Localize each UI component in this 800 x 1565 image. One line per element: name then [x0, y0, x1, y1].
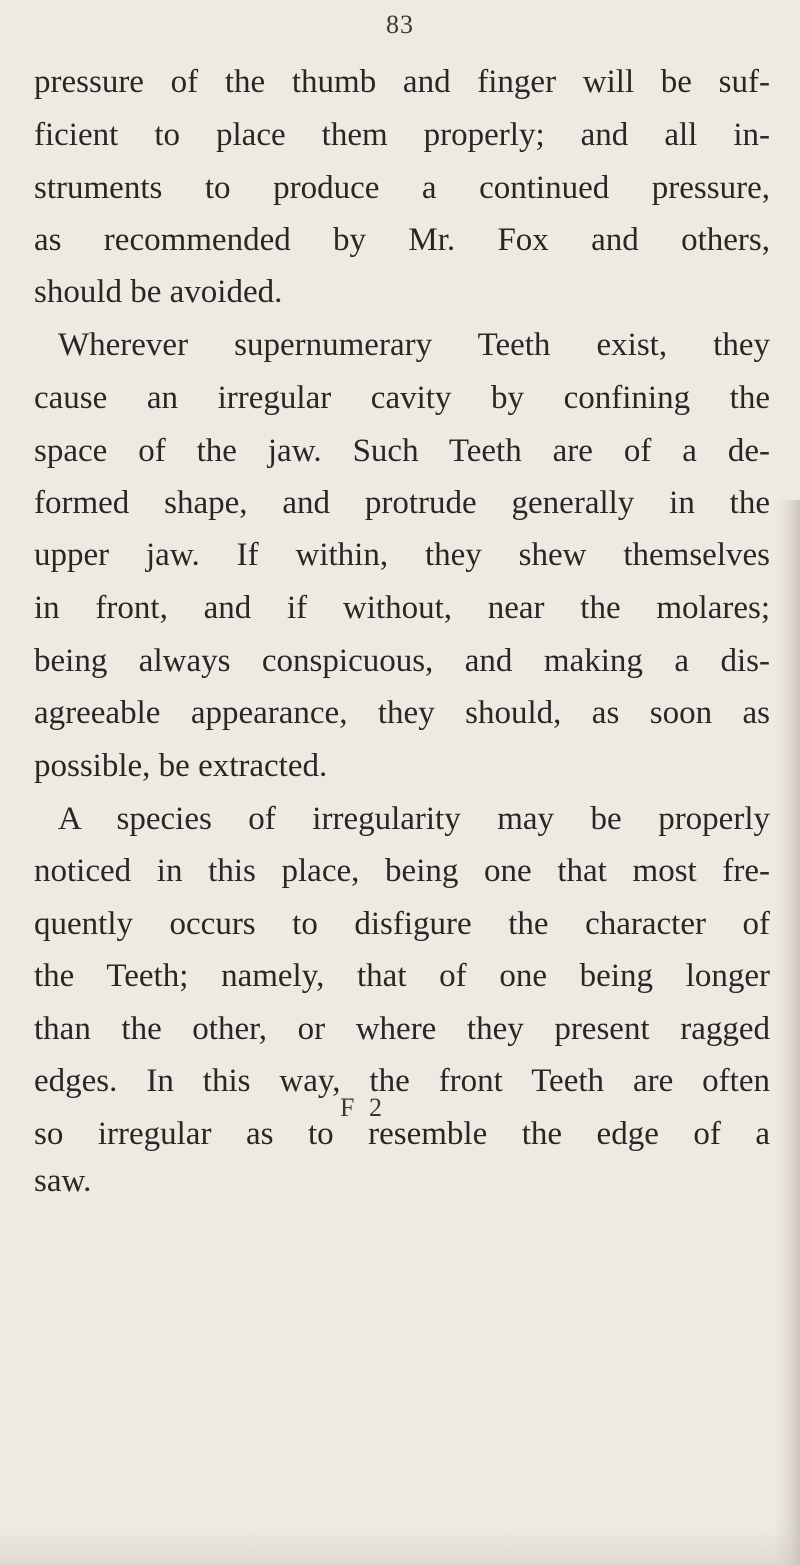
text-line: A species of irregularity may be properly [58, 801, 770, 837]
text-line: in front, and if without, near the molares; [34, 590, 770, 626]
text-line: space of the jaw. Such Teeth are of a de- [34, 433, 770, 469]
text-line: saw. [34, 1163, 92, 1199]
text-line: being always conspicuous, and making a dis- [34, 643, 770, 679]
text-line: quently occurs to disfigure the character of [34, 906, 770, 942]
page-edge-shading [774, 500, 800, 1565]
text-line: Wherever supernumerary Teeth exist, they [58, 327, 770, 363]
text-line: the Teeth; namely, that of one being longer [34, 958, 770, 994]
text-line: struments to produce a continued pressure, [34, 170, 770, 206]
text-line: as recommended by Mr. Fox and others, [34, 222, 770, 258]
text-line: agreeable appearance, they should, as soon as [34, 695, 770, 731]
text-line: should be avoided. [34, 274, 283, 310]
text-line: upper jaw. If within, they shew themselves [34, 537, 770, 573]
page-bottom-shading [0, 1525, 800, 1565]
text-line: ficient to place them properly; and all in- [34, 117, 770, 153]
text-line: edges. In this way, the front Teeth are often [34, 1063, 770, 1099]
text-line: noticed in this place, being one that most fre- [34, 853, 770, 889]
text-line: pressure of the thumb and finger will be suf- [34, 64, 770, 100]
text-line: than the other, or where they present ragged [34, 1011, 770, 1047]
printer-signature-mark: F 2 [340, 1093, 386, 1122]
text-line: cause an irregular cavity by confining the [34, 380, 770, 416]
text-line: possible, be extracted. [34, 748, 328, 784]
text-line: formed shape, and protrude generally in the [34, 485, 770, 521]
text-line: so irregular as to resemble the edge of a [34, 1116, 770, 1152]
page-number: 83 [386, 10, 414, 39]
